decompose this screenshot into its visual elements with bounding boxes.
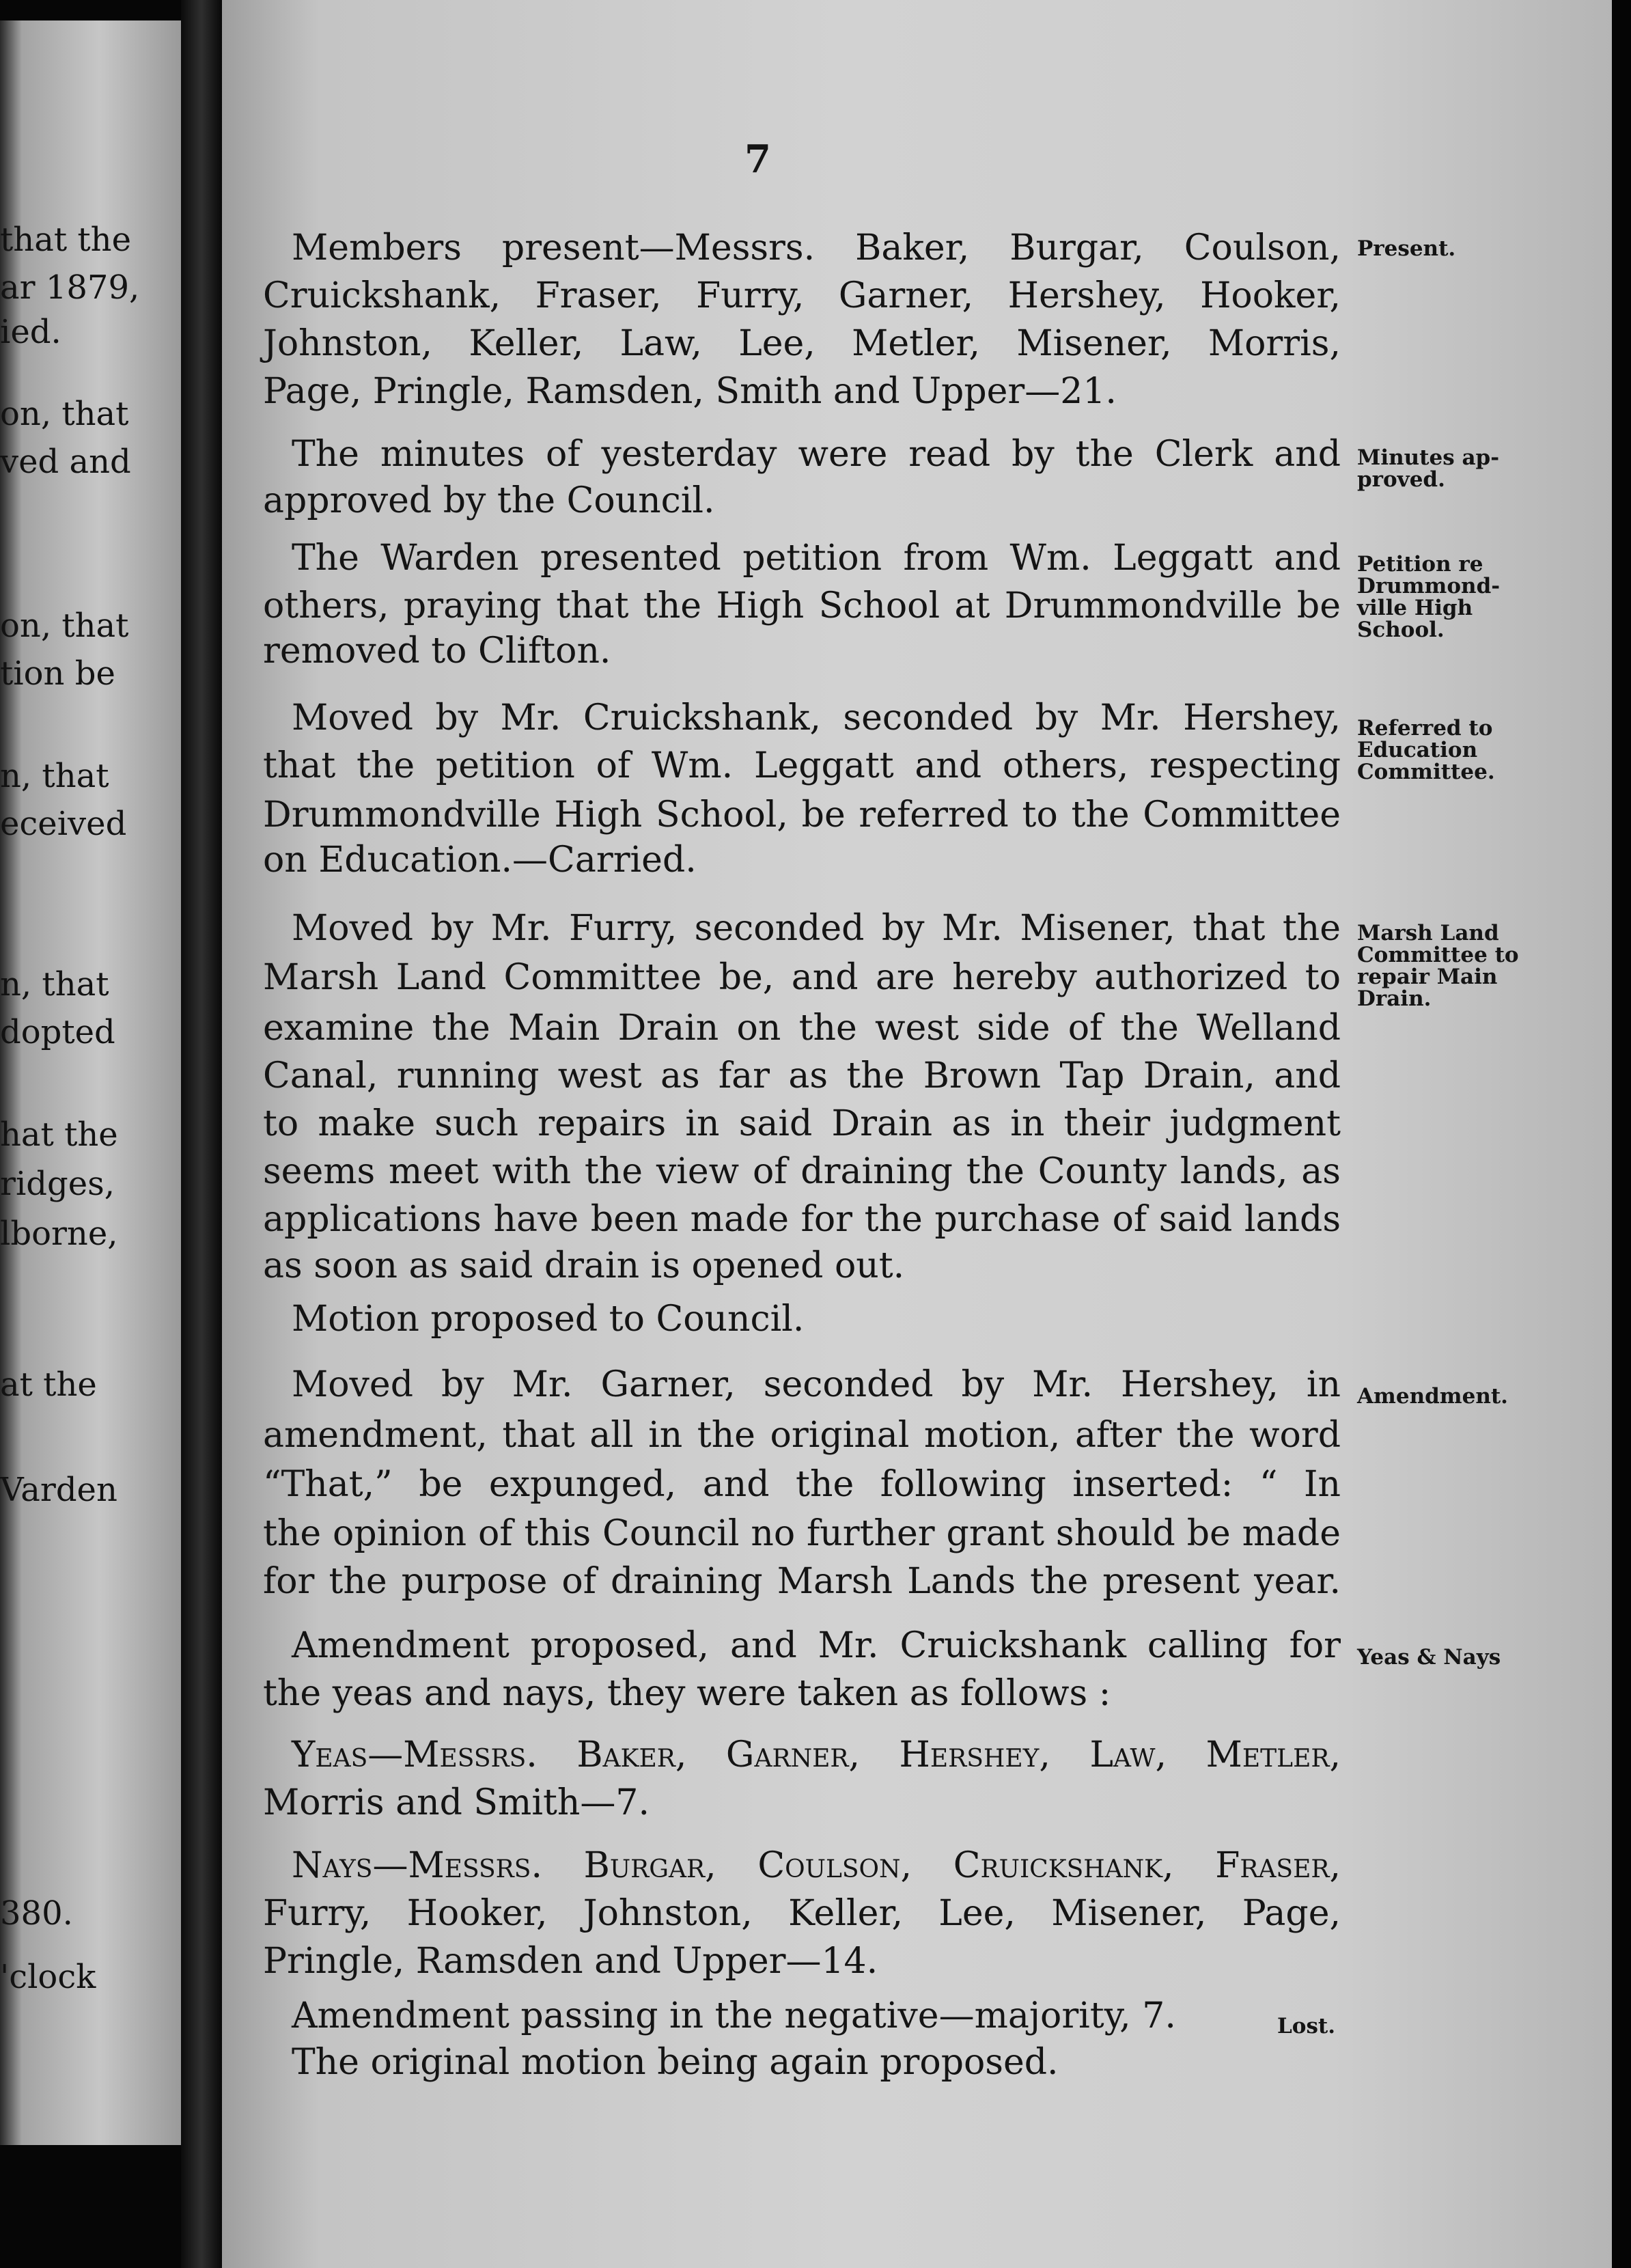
body-text-line: Nays—Messrs. Burgar, Coulson, Cruickshank, Fraser, xyxy=(292,1845,1341,1886)
facing-page-line: on, that xyxy=(0,395,129,433)
margin-note: Drummond- xyxy=(1357,574,1501,598)
facing-page-line: 380. xyxy=(0,1894,73,1933)
book-page xyxy=(222,0,1612,2268)
body-text-line: examine the Main Drain on the west side of the Welland xyxy=(263,1008,1341,1049)
facing-page-fragment xyxy=(0,20,181,2145)
facing-page-line: ridges, xyxy=(0,1165,115,1203)
body-text-line: to make such repairs in said Drain as in their judgment xyxy=(263,1103,1341,1144)
body-text-line: Motion proposed to Council. xyxy=(292,1299,805,1340)
facing-page-line: n, that xyxy=(0,965,109,1004)
facing-page-line: ved and xyxy=(0,443,131,481)
margin-note: Education xyxy=(1357,738,1478,762)
facing-page-line: n, that xyxy=(0,757,109,795)
facing-page-line: 'clock xyxy=(0,1958,96,1996)
body-text-line: Yeas—Messrs. Baker, Garner, Hershey, Law, Metler, xyxy=(292,1734,1341,1775)
body-text-line: Furry, Hooker, Johnston, Keller, Lee, Misener, Page, xyxy=(263,1893,1341,1934)
body-text-line: The Warden presented petition from Wm. Leggatt and xyxy=(292,538,1341,579)
facing-page-line: hat the xyxy=(0,1116,118,1154)
body-text-line: The minutes of yesterday were read by the Clerk and xyxy=(292,434,1341,475)
body-text-line: amendment, that all in the original motion, after the word xyxy=(263,1415,1341,1456)
body-text-line: Amendment proposed, and Mr. Cruickshank calling for xyxy=(292,1625,1341,1666)
facing-page-line: at the xyxy=(0,1366,97,1404)
body-text-line: Moved by Mr. Garner, seconded by Mr. Hershey, in xyxy=(292,1364,1341,1405)
facing-page-line: eceived xyxy=(0,805,127,843)
body-text-line: others, praying that the High School at Drummondville be xyxy=(263,585,1341,626)
body-text-line: Johnston, Keller, Law, Lee, Metler, Misener, Morris, xyxy=(263,323,1341,364)
body-text-line: Amendment passing in the negative—majority, 7. xyxy=(292,1995,1176,2036)
margin-note: Yeas & Nays xyxy=(1357,1645,1501,1670)
body-text-line: as soon as said drain is opened out. xyxy=(263,1245,905,1286)
margin-note: Marsh Land xyxy=(1357,921,1499,945)
facing-page-line: on, that xyxy=(0,607,129,645)
margin-note: repair Main xyxy=(1357,965,1498,989)
book-gutter xyxy=(181,0,222,2268)
facing-page-line: Varden xyxy=(0,1471,117,1509)
body-text-line: for the purpose of draining Marsh Lands the present year. xyxy=(263,1561,1341,1602)
margin-note: Minutes ap- xyxy=(1357,445,1500,470)
body-text-line: applications have been made for the purchase of said lands xyxy=(263,1199,1341,1240)
facing-page-line: tion be xyxy=(0,654,115,693)
facing-page-line: ar 1879, xyxy=(0,268,140,307)
margin-note: Petition re xyxy=(1357,552,1483,577)
body-text-line: “That,” be expunged, and the following inserted: “ In xyxy=(263,1464,1341,1505)
body-text-line: on Education.—Carried. xyxy=(263,840,697,881)
body-text-line: Canal, running west as far as the Brown Tap Drain, and xyxy=(263,1055,1341,1096)
body-text-line: approved by the Council. xyxy=(263,480,715,521)
margin-note: Referred to xyxy=(1357,716,1493,741)
body-text-line: Page, Pringle, Ramsden, Smith and Upper—21. xyxy=(263,371,1117,412)
body-text-line: that the petition of Wm. Leggatt and others, respecting xyxy=(263,745,1341,786)
body-text-line: Moved by Mr. Furry, seconded by Mr. Misener, that the xyxy=(292,908,1341,949)
margin-note: Drain. xyxy=(1357,986,1432,1011)
facing-page-line: that the xyxy=(0,221,131,259)
body-text-line: the opinion of this Council no further grant should be made xyxy=(263,1513,1341,1554)
margin-note: Amendment. xyxy=(1357,1384,1508,1409)
facing-page-line: dopted xyxy=(0,1013,115,1051)
body-text-line: Drummondville High School, be referred to the Committee xyxy=(263,794,1341,835)
margin-note: Lost. xyxy=(1277,2014,1336,2038)
body-text-line: Marsh Land Committee be, and are hereby authorized to xyxy=(263,957,1341,998)
margin-note: School. xyxy=(1357,618,1445,642)
body-text-line: seems meet with the view of draining the County lands, as xyxy=(263,1151,1341,1192)
body-text-line: Moved by Mr. Cruickshank, seconded by Mr. Hershey, xyxy=(292,697,1341,738)
body-text-line: Cruickshank, Fraser, Furry, Garner, Hershey, Hooker, xyxy=(263,275,1341,316)
body-text-line: Pringle, Ramsden and Upper—14. xyxy=(263,1941,878,1982)
page-number: 7 xyxy=(744,137,771,182)
body-text-line: Morris and Smith—7. xyxy=(263,1782,650,1823)
margin-note: Committee to xyxy=(1357,943,1519,967)
margin-note: proved. xyxy=(1357,467,1445,492)
body-text-line: Members present—Messrs. Baker, Burgar, Coulson, xyxy=(292,227,1341,268)
scan-edge xyxy=(1612,0,1631,2268)
margin-note: Committee. xyxy=(1357,760,1495,784)
margin-note: Present. xyxy=(1357,236,1456,261)
body-text-line: removed to Clifton. xyxy=(263,631,611,672)
facing-page-line: lborne, xyxy=(0,1215,118,1253)
body-text-line: The original motion being again proposed. xyxy=(292,2042,1059,2083)
margin-note: ville High xyxy=(1357,596,1473,620)
body-text-line: the yeas and nays, they were taken as follows : xyxy=(263,1673,1111,1714)
facing-page-line: ied. xyxy=(0,313,61,351)
